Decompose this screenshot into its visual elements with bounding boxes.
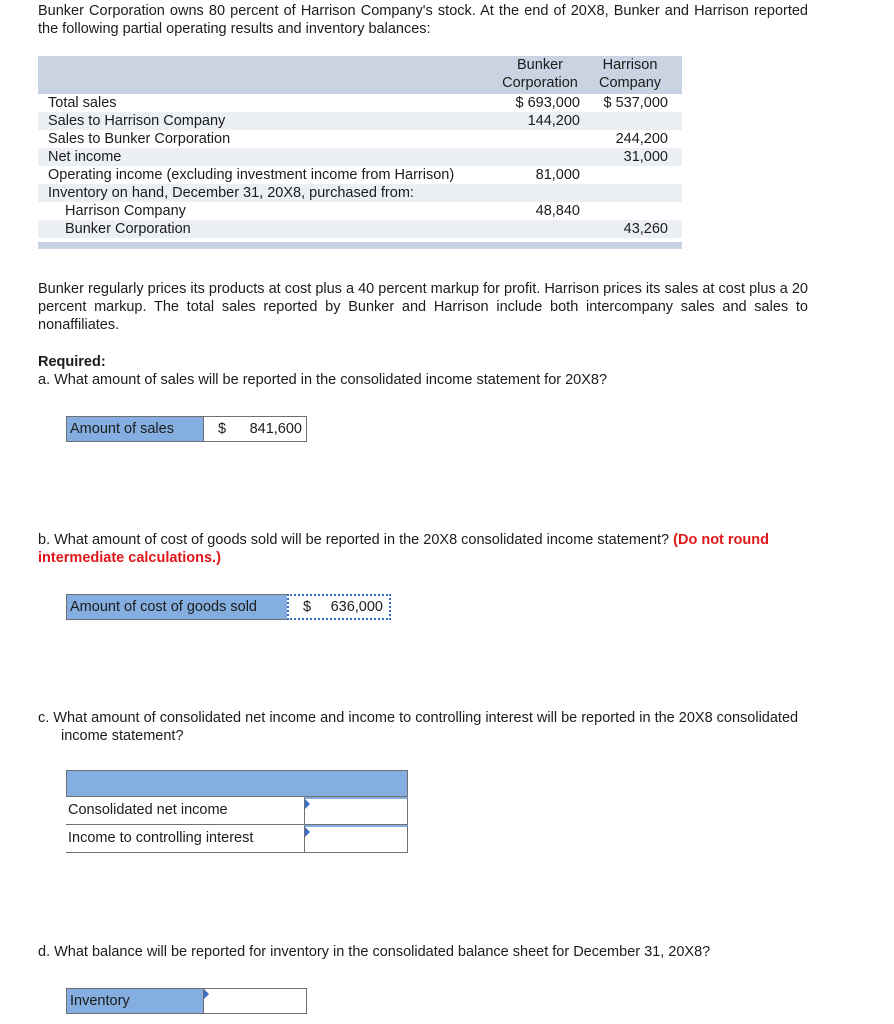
bunker-value: 48,840 [535,203,580,219]
question-b-text: b. What amount of cost of goods sold will be reported in the 20X8 consolidated income statement? [38,532,670,548]
table-row [38,148,682,166]
col-header-bunker [496,56,584,92]
sales-label: Amount of sales [66,416,204,442]
sales-value: 841,600 [249,421,302,437]
table-row [38,220,682,238]
question-b [38,531,828,567]
inventory-label: Inventory [66,988,204,1014]
harrison-value: $ 537,000 [603,95,668,111]
row-label: Bunker Corporation [65,221,191,237]
inventory-input[interactable] [203,988,307,1014]
col-header-line: Bunker [517,57,563,73]
col-header-line: Corporation [502,75,578,91]
table-header [66,770,408,797]
table-row [38,94,682,112]
cogs-label: Amount of cost of goods sold [66,594,288,620]
cogs-value: 636,000 [330,599,383,615]
question-b-note: (Do not round intermediate calculations.) [38,532,769,566]
table-header [38,56,682,94]
col-header-line: Harrison [602,57,658,73]
table-row [66,825,408,853]
harrison-value: 31,000 [623,149,668,165]
bunker-value: 81,000 [535,167,580,183]
col-header-harrison [590,56,670,92]
row-label: Inventory on hand, December 31, 20X8, purchased from: [48,185,414,201]
table-footer-bar [38,242,682,249]
harrison-value: 43,260 [623,221,668,237]
question-c: c. What amount of consolidated net income and income to controlling interest will be reported in the 20X8 consolidated income statement? [38,710,799,744]
cogs-input[interactable] [287,594,391,620]
problem-intro: Bunker Corporation owns 80 percent of Harrison Company's stock. At the end of 20X8, Bunker and Harrison reported the following partial operating results and inventory balances: [38,3,808,37]
required-label: Required: [38,354,106,370]
required-section [38,353,818,389]
harrison-value: 244,200 [615,131,668,147]
consolidated-net-income-input[interactable] [304,797,408,825]
table-row [38,202,682,220]
controlling-interest-label: Income to controlling interest [66,825,304,853]
row-label: Sales to Harrison Company [48,113,226,129]
currency-sign: $ [303,599,312,615]
question-a: a. What amount of sales will be reported in the consolidated income statement for 20X8? [38,372,608,388]
col-header-line: Company [598,75,662,91]
sales-input[interactable] [203,416,307,442]
row-label: Operating income (excluding investment income from Harrison) [48,167,455,183]
bunker-value: 144,200 [527,113,580,129]
input-marker-icon [305,827,310,837]
row-label: Sales to Bunker Corporation [48,131,231,147]
input-marker-icon [204,989,209,999]
bunker-value: $ 693,000 [515,95,580,111]
row-label: Total sales [48,95,117,111]
table-row [38,166,682,184]
table-row [38,112,682,130]
controlling-interest-input[interactable] [304,825,408,853]
pricing-paragraph: Bunker regularly prices its products at cost plus a 40 percent markup for profit. Harrison prices its sales at cost plus a 20 percent markup. The total sales reported by Bunker and Harrison include both intercompany sales and sales to nonaffiliates. [38,281,808,333]
input-marker-icon [305,799,310,809]
row-label: Harrison Company [65,203,186,219]
question-d: d. What balance will be reported for inventory in the consolidated balance sheet for December 31, 20X8? [38,944,711,960]
consolidated-net-income-label: Consolidated net income [66,797,304,825]
table-row [66,797,408,825]
currency-sign: $ [218,421,227,437]
table-row [38,130,682,148]
table-row [38,184,682,202]
row-label: Net income [48,149,122,165]
